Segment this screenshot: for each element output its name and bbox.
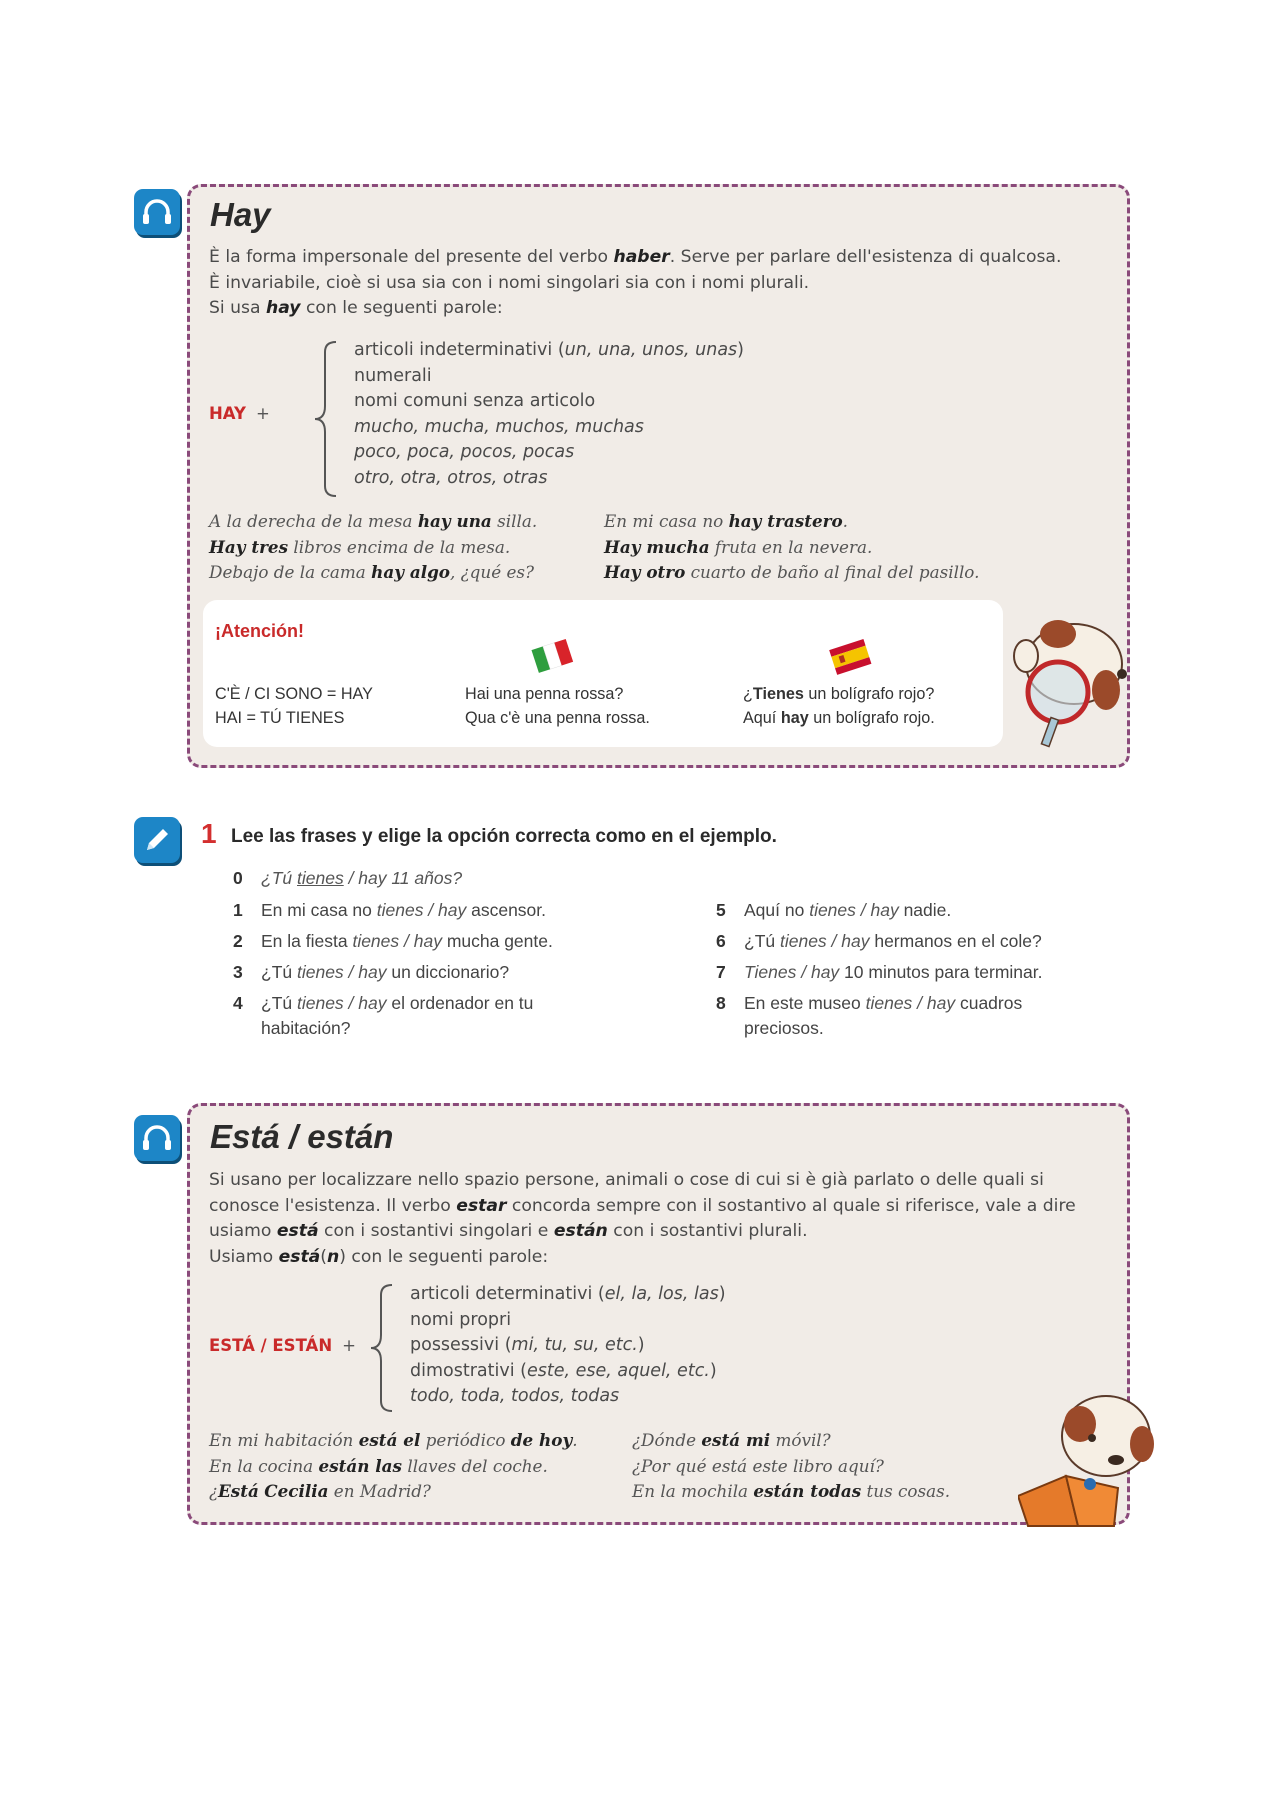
example-sentence: ¿Por qué está este libro aquí? (632, 1455, 884, 1476)
intro-line: Si usano per localizzare nello spazio persone, animali o cose di cui si è già parlato o delle quali si (209, 1170, 1044, 1190)
example-sentence: ¿Está Cecilia en Madrid? (209, 1481, 431, 1501)
dog-reading-book-illustration (1018, 1380, 1164, 1528)
examples-left (209, 509, 537, 586)
exercise-item[interactable]: 2 En la fiesta tienes / hay mucha gente. (233, 931, 553, 951)
example-sentence: ¿Dónde está mi móvil? (632, 1430, 831, 1450)
example-sentence: Hay mucha fruta en la nevera. (604, 536, 873, 557)
curly-brace (312, 340, 342, 498)
example-sentence: En mi habitación está el periódico de hoy. (209, 1430, 578, 1450)
example-sentence: En la mochila están todas tus cosas. (632, 1481, 951, 1501)
example-sentence: En mi casa no hay trastero. (604, 511, 848, 531)
intro-line: È la forma impersonale del presente del verbo haber. Serve per parlare dell'esistenza di qualcosa. (209, 247, 1062, 267)
list-item: otro, otra, otros, otras (354, 467, 548, 488)
section-intro (209, 245, 1061, 322)
list-item: dimostrativi (este, ese, aquel, etc.) (410, 1360, 717, 1381)
examples-left (209, 1428, 578, 1505)
intro-line: usiamo está con i sostantivi singolari e están con i sostantivi plurali. (209, 1221, 808, 1241)
brace-list (410, 1282, 726, 1410)
exercise-item[interactable]: 6 ¿Tú tienes / hay hermanos en el cole? (716, 931, 1042, 951)
intro-line: Si usa hay con le seguenti parole: (209, 298, 503, 318)
dog-with-magnifier-illustration (1004, 604, 1132, 750)
curly-brace (368, 1283, 398, 1413)
list-item: articoli determinativi (el, la, los, las) (410, 1284, 726, 1304)
list-item: nomi propri (410, 1309, 512, 1330)
intro-line: È invariabile, cioè si usa sia con i nomi singolari sia con i nomi plurali. (209, 272, 810, 293)
brace-list (354, 338, 744, 491)
exercise-item[interactable]: 0 ¿Tú tienes / hay 11 años? (233, 868, 463, 888)
examples-right (632, 1428, 950, 1505)
intro-line: conosce l'esistenza. Il verbo estar concorda sempre con il sostantivo al quale si riferisce, vale a dire (209, 1195, 1076, 1216)
list-item: numerali (354, 365, 432, 386)
exercise-item[interactable]: 4 ¿Tú tienes / hay el ordenador en tu habitación? (233, 993, 534, 1038)
list-item: todo, toda, todos, todas (410, 1386, 620, 1406)
exercise-item[interactable]: 8 En este museo tienes / hay cuadros preciosos. (716, 993, 1023, 1038)
example-sentence: Hay tres libros encima de la mesa. (209, 536, 511, 557)
list-item: nomi comuni senza articolo (354, 391, 596, 411)
example-sentence: Debajo de la cama hay algo, ¿qué es? (209, 562, 535, 582)
exercise-item[interactable]: 5 Aquí no tienes / hay nadie. (716, 900, 952, 920)
exercise-item[interactable]: 7 Tienes / hay 10 minutos para terminar. (716, 962, 1043, 982)
italy-flag-icon (528, 636, 576, 674)
exercise-item[interactable]: 3 ¿Tú tienes / hay un diccionario? (233, 962, 510, 982)
list-item: poco, poca, pocos, pocas (354, 442, 575, 462)
attention-rules: C'È / CI SONO = HAY HAI = TÚ TIENES (215, 685, 373, 727)
spain-flag-icon (826, 636, 874, 676)
list-item: mucho, mucha, muchos, muchas (354, 416, 644, 437)
section-title: Hay (210, 196, 271, 233)
attention-italian: Hai una penna rossa? Qua c'è una penna rossa. (465, 685, 650, 727)
example-sentence: En la cocina están las llaves del coche. (209, 1455, 548, 1476)
section-title: Está / están (210, 1118, 394, 1155)
list-item: articoli indeterminativi (un, una, unos, unas) (354, 340, 744, 360)
section-intro (209, 1168, 1076, 1270)
pencil-icon[interactable] (134, 817, 180, 863)
headphones-icon[interactable] (134, 189, 180, 235)
formula-label: ESTÁ / ESTÁN + (209, 1336, 356, 1355)
list-item: possessivi (mi, tu, su, etc.) (410, 1335, 645, 1355)
exercise-item[interactable]: 1 En mi casa no tienes / hay ascensor. (233, 900, 547, 920)
formula-label: HAY + (209, 404, 270, 423)
examples-right (604, 509, 979, 586)
exercise-heading: Lee las frases y elige la opción correcta como en el ejemplo. (231, 826, 777, 847)
example-sentence: A la derecha de la mesa hay una silla. (209, 511, 538, 531)
attention-title: ¡Atención! (215, 621, 304, 641)
example-sentence: Hay otro cuarto de baño al final del pasillo. (604, 562, 980, 582)
intro-line: Usiamo está(n) con le seguenti parole: (209, 1246, 549, 1267)
exercise-number: 1 (201, 818, 217, 849)
headphones-icon[interactable] (134, 1115, 180, 1161)
attention-spanish: ¿Tienes un bolígrafo rojo? Aquí hay un bolígrafo rojo. (743, 685, 935, 727)
